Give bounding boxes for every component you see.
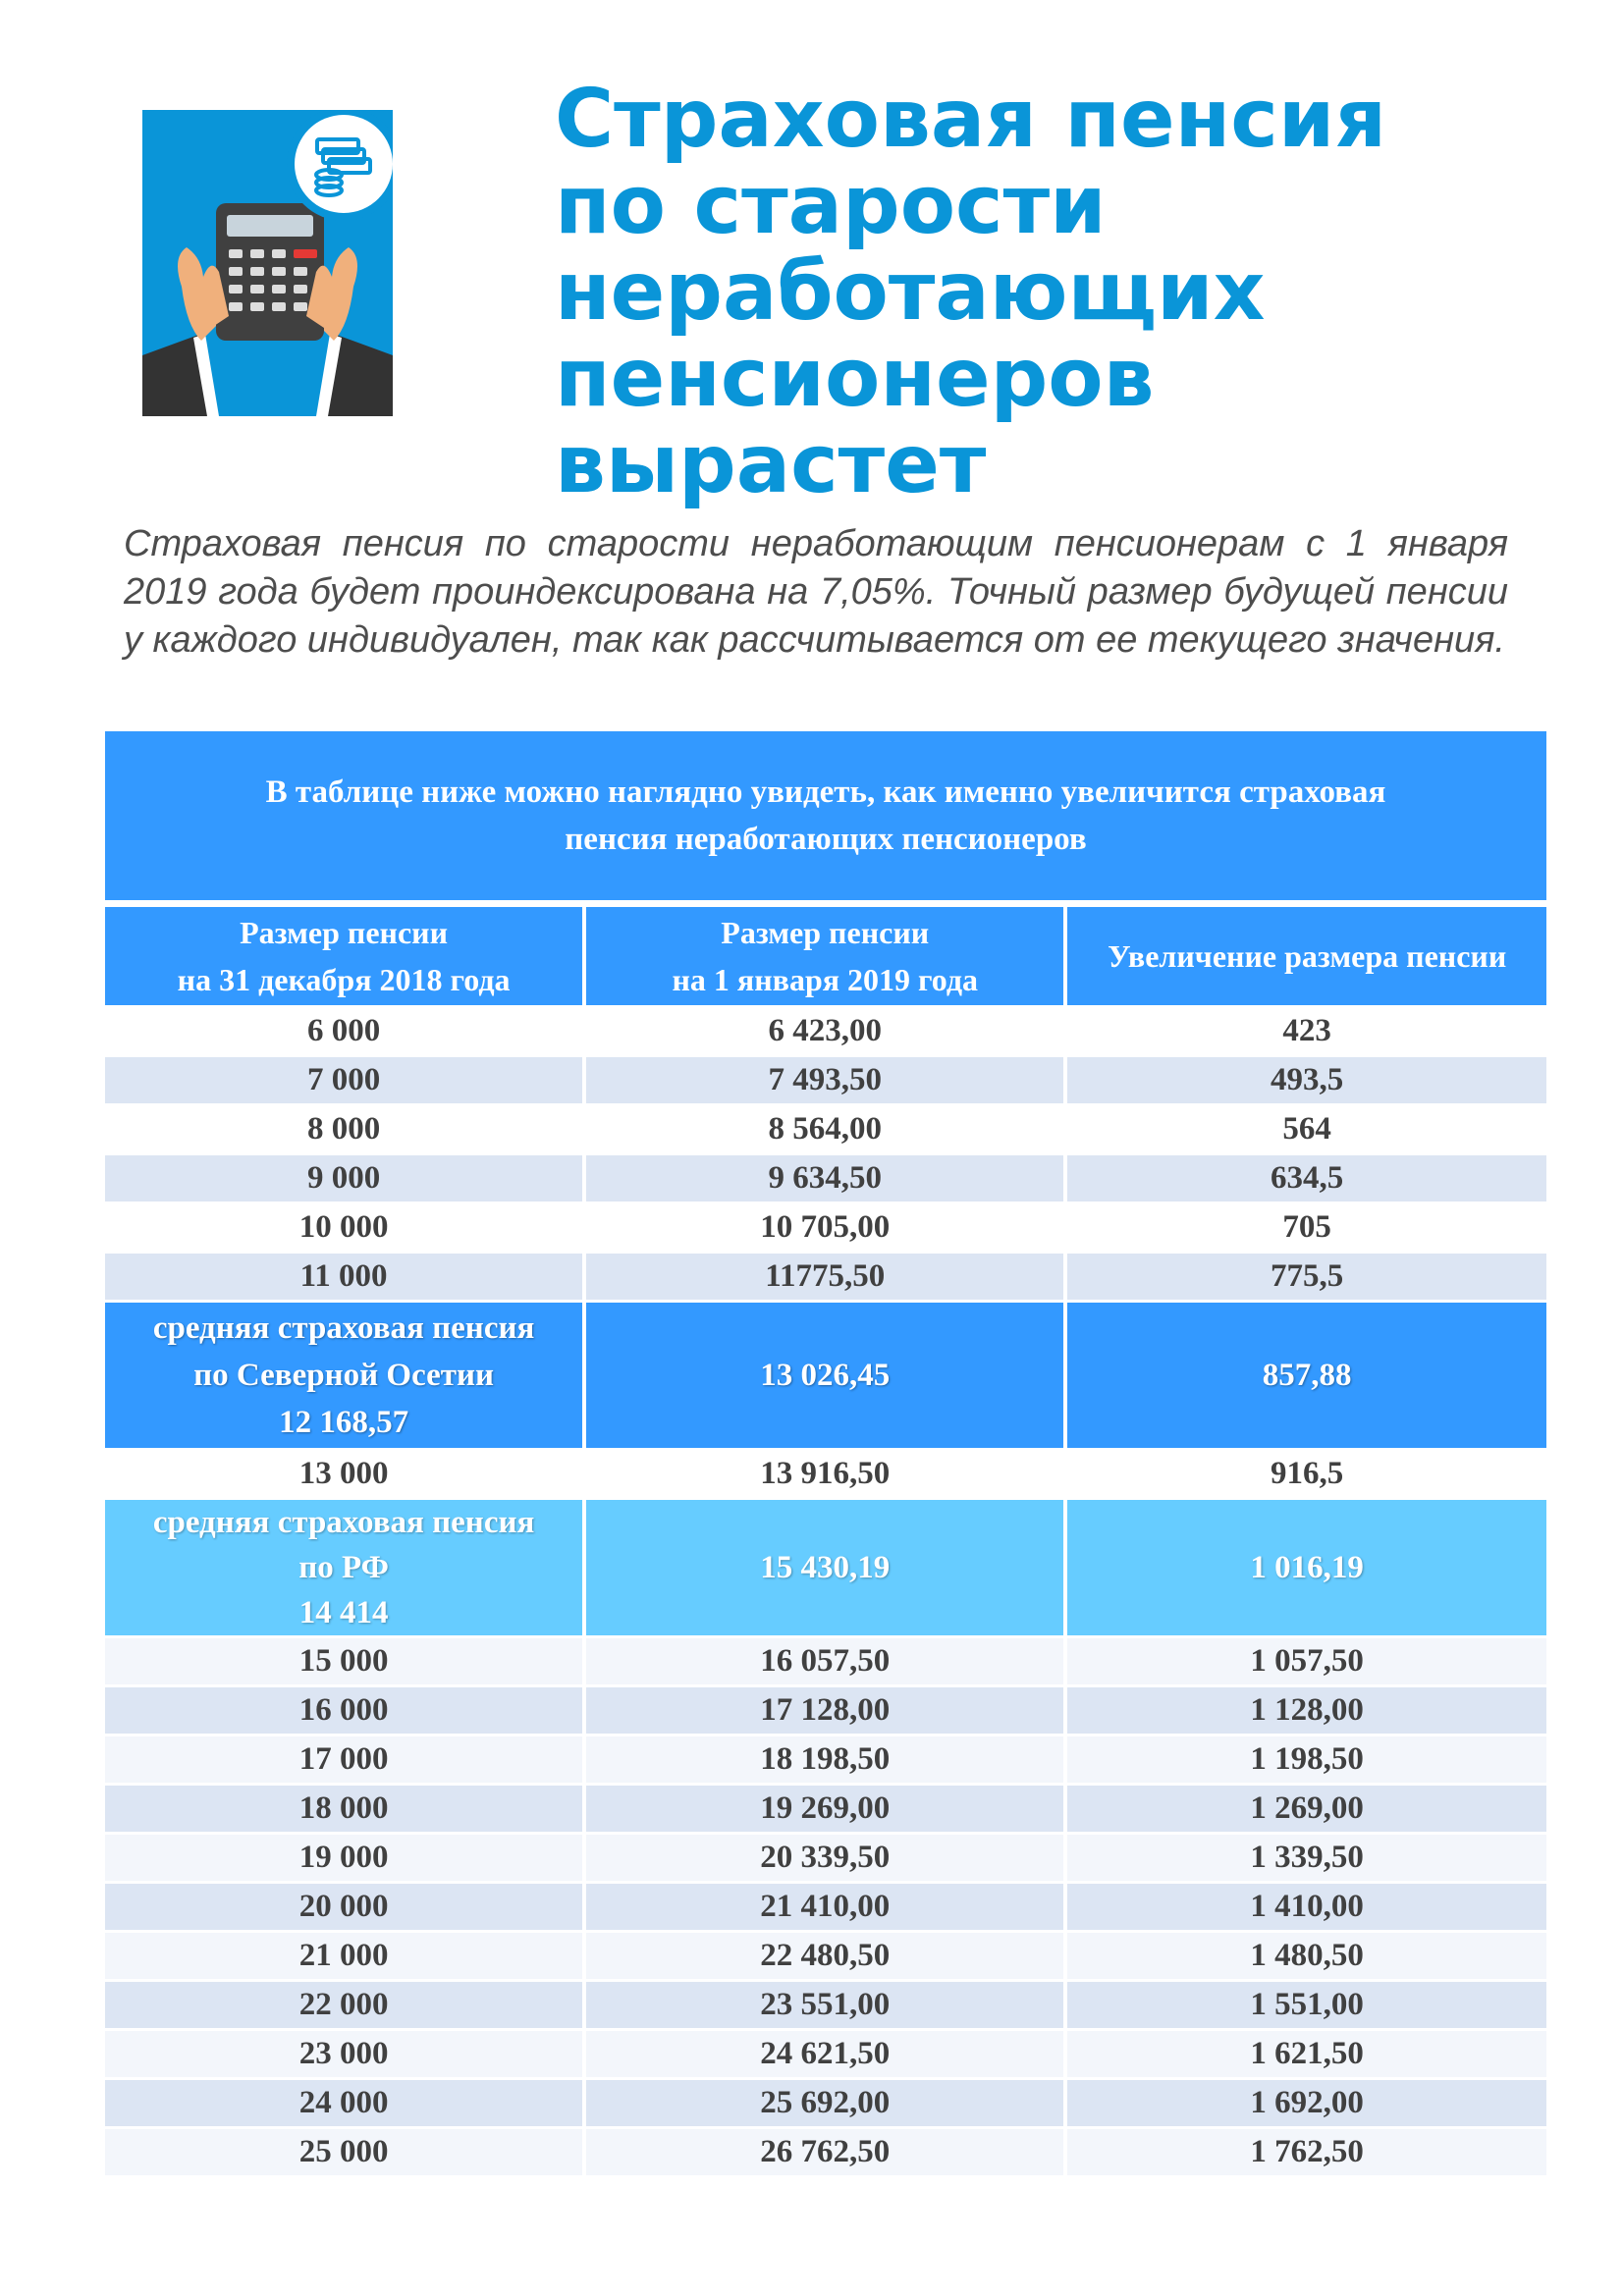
table-cell: 17 000 xyxy=(105,1736,582,1783)
header-line: на 1 января 2019 года xyxy=(672,962,979,997)
table-cell: 13 000 xyxy=(298,1456,389,1491)
table-cell: 1 269,00 xyxy=(1067,1786,1546,1832)
table-row xyxy=(105,1254,1546,1300)
table-caption xyxy=(105,731,1546,900)
table-row xyxy=(105,2080,1546,2126)
table-cell: 21 000 xyxy=(105,1933,582,1979)
title-line: пенсионеров xyxy=(555,332,1155,425)
table-cell: 564 xyxy=(1282,1111,1331,1147)
table-cell: 705 xyxy=(1282,1209,1331,1245)
table-row xyxy=(105,1008,1546,1054)
table-cell: 18 198,50 xyxy=(586,1736,1063,1783)
table-cell: 13 026,45 xyxy=(586,1303,1063,1448)
title-line: по старости xyxy=(555,159,1107,252)
table-cell xyxy=(105,1500,582,1635)
table-cell: 22 000 xyxy=(105,1982,582,2028)
table-cell: 24 621,50 xyxy=(586,2031,1063,2077)
table-cell: 19 269,00 xyxy=(586,1786,1063,1832)
table-cell: 8 000 xyxy=(306,1111,381,1147)
table-cell: 10 705,00 xyxy=(760,1209,891,1245)
table-cell: 6 423,00 xyxy=(768,1013,882,1048)
russia-average-row xyxy=(105,1500,1546,1635)
table-row xyxy=(105,1057,1546,1103)
caption-line: пенсия неработающих пенсионеров xyxy=(565,822,1087,857)
intro-paragraph: Страховая пенсия по старости неработающим пенсионерам с 1 января 2019 года будет проиндексирована на 7,05%. Точный размер будущей пенсии у каждого индивидуален, так как рассчитывается от ее текущего значения. xyxy=(124,523,1508,661)
table-cell: 1 016,19 xyxy=(1067,1500,1546,1635)
table-cell: 16 057,50 xyxy=(586,1638,1063,1684)
table-cell: 25 000 xyxy=(105,2129,582,2175)
header-pension-2018 xyxy=(105,907,582,1005)
table-row xyxy=(105,1982,1546,2028)
cell-line: средняя страховая пенсия xyxy=(152,1310,535,1346)
table-cell: 21 410,00 xyxy=(586,1884,1063,1930)
table-row xyxy=(105,1884,1546,1930)
table-row xyxy=(105,2031,1546,2077)
table-cell: 1 480,50 xyxy=(1067,1933,1546,1979)
table-cell: 1 410,00 xyxy=(1067,1884,1546,1930)
table-row xyxy=(105,1687,1546,1734)
table-row xyxy=(105,1736,1546,1783)
pension-table xyxy=(101,904,1550,2178)
table-cell: 11775,50 xyxy=(586,1254,1063,1300)
table-cell: 9 000 xyxy=(105,1155,582,1201)
table-row xyxy=(105,1106,1546,1152)
table-cell: 916,5 xyxy=(1271,1456,1344,1491)
table-cell: 1 551,00 xyxy=(1067,1982,1546,2028)
table-row xyxy=(105,1835,1546,1881)
table-cell: 493,5 xyxy=(1067,1057,1546,1103)
title-line: вырастет xyxy=(555,418,987,511)
table-cell: 13 916,50 xyxy=(760,1456,891,1491)
table-cell: 16 000 xyxy=(105,1687,582,1734)
table-cell: 775,5 xyxy=(1067,1254,1546,1300)
table-cell: 7 000 xyxy=(105,1057,582,1103)
table-cell: 857,88 xyxy=(1067,1303,1546,1448)
table-cell: 1 621,50 xyxy=(1067,2031,1546,2077)
header-pension-2019 xyxy=(586,907,1063,1005)
cell-line: по Северной Осетии xyxy=(193,1358,495,1393)
header-line: Размер пенсии xyxy=(721,915,930,950)
cell-line: по РФ xyxy=(298,1550,389,1585)
pension-table-container xyxy=(105,731,1546,2178)
header-increase xyxy=(1067,907,1546,1005)
table-row xyxy=(105,1451,1546,1497)
page-title xyxy=(555,73,1387,511)
title-line: неработающих xyxy=(555,245,1266,339)
table-row xyxy=(105,2129,1546,2175)
table-cell: 18 000 xyxy=(105,1786,582,1832)
cell-line: средняя страховая пенсия xyxy=(152,1505,535,1540)
table-cell: 24 000 xyxy=(105,2080,582,2126)
table-row xyxy=(105,1204,1546,1251)
title-line: Страховая пенсия xyxy=(555,73,1387,166)
table-cell: 7 493,50 xyxy=(586,1057,1063,1103)
table-cell: 11 000 xyxy=(105,1254,582,1300)
header-line: Увеличение размера пенсии xyxy=(1108,938,1507,974)
table-cell: 1 762,50 xyxy=(1067,2129,1546,2175)
table-cell: 9 634,50 xyxy=(586,1155,1063,1201)
calculator-icon xyxy=(216,203,324,341)
header-line: Размер пенсии xyxy=(240,915,449,950)
table-row xyxy=(105,1933,1546,1979)
table-cell: 634,5 xyxy=(1067,1155,1546,1201)
table-cell: 22 480,50 xyxy=(586,1933,1063,1979)
table-row xyxy=(105,1638,1546,1684)
table-cell: 1 128,00 xyxy=(1067,1687,1546,1734)
table-cell: 23 000 xyxy=(105,2031,582,2077)
cell-line: 12 168,57 xyxy=(279,1405,409,1440)
table-row xyxy=(105,1786,1546,1832)
table-header-row xyxy=(105,907,1546,1005)
table-cell: 8 564,00 xyxy=(768,1111,882,1147)
table-cell: 19 000 xyxy=(105,1835,582,1881)
table-cell: 20 339,50 xyxy=(586,1835,1063,1881)
table-cell: 25 692,00 xyxy=(586,2080,1063,2126)
region-average-row xyxy=(105,1303,1546,1448)
table-cell: 15 000 xyxy=(105,1638,582,1684)
cell-line: 14 414 xyxy=(298,1595,389,1630)
table-cell: 15 430,19 xyxy=(586,1500,1063,1635)
table-cell: 17 128,00 xyxy=(586,1687,1063,1734)
table-cell: 423 xyxy=(1282,1013,1331,1048)
table-cell: 1 057,50 xyxy=(1067,1638,1546,1684)
header-line: на 31 декабря 2018 года xyxy=(177,962,511,997)
table-cell: 1 692,00 xyxy=(1067,2080,1546,2126)
table-row xyxy=(105,1155,1546,1201)
caption-line: В таблице ниже можно наглядно увидеть, как именно увеличится страховая xyxy=(265,774,1386,810)
table-cell: 10 000 xyxy=(298,1209,389,1245)
table-cell: 1 339,50 xyxy=(1067,1835,1546,1881)
table-cell: 23 551,00 xyxy=(586,1982,1063,2028)
table-body xyxy=(105,1008,1546,2175)
table-cell: 1 198,50 xyxy=(1067,1736,1546,1783)
table-cell: 26 762,50 xyxy=(586,2129,1063,2175)
table-cell xyxy=(105,1303,582,1448)
calculator-illustration xyxy=(142,110,393,416)
table-cell: 6 000 xyxy=(306,1013,381,1048)
table-cell: 20 000 xyxy=(105,1884,582,1930)
